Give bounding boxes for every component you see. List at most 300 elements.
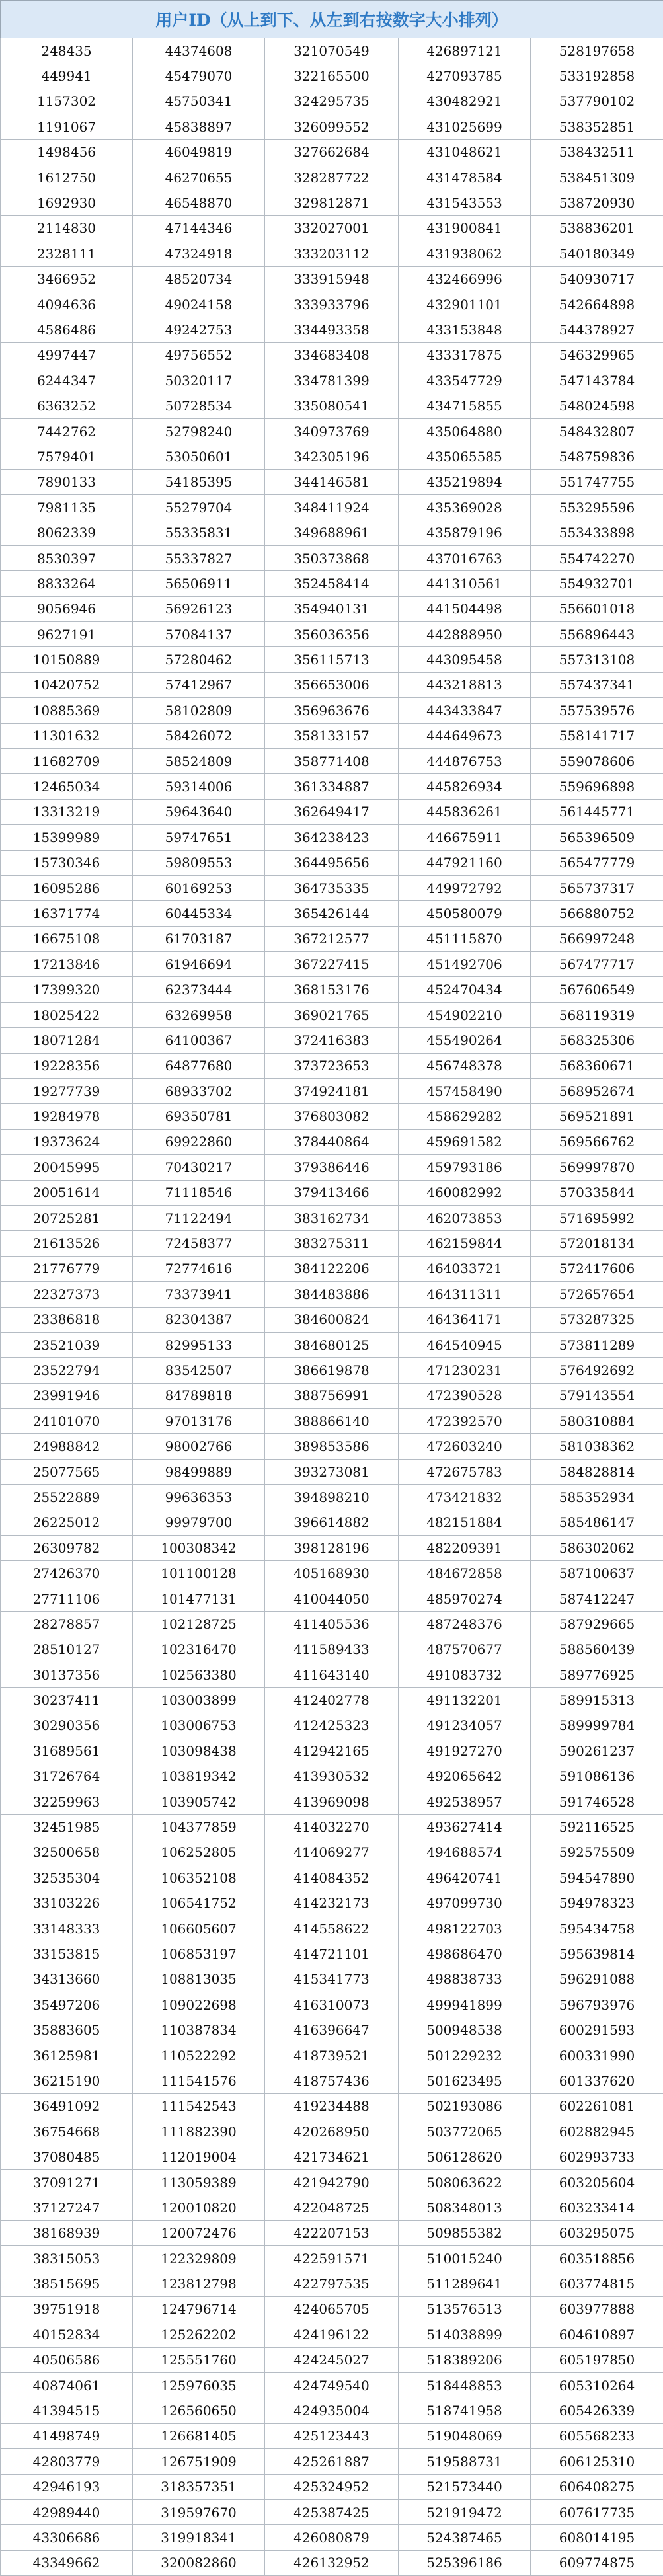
user-id-cell: 589915313 [531, 1688, 663, 1713]
table-row [1, 393, 663, 418]
user-id-cell: 103098438 [133, 1738, 265, 1764]
user-id-cell: 498122703 [399, 1916, 531, 1941]
user-id-cell: 396614882 [265, 1510, 399, 1535]
user-id-cell: 54185395 [133, 469, 265, 494]
user-id-cell: 372416383 [265, 1028, 399, 1053]
user-id-cell: 106853197 [133, 1941, 265, 1967]
user-id-cell: 103006753 [133, 1713, 265, 1738]
table-row [1, 723, 663, 748]
table-row [1, 2347, 663, 2372]
user-id-cell: 412402778 [265, 1688, 399, 1713]
user-id-cell: 100308342 [133, 1536, 265, 1561]
user-id-cell: 50728534 [133, 393, 265, 418]
user-id-cell: 84789818 [133, 1383, 265, 1408]
user-id-cell: 518389206 [399, 2347, 531, 2372]
user-id-cell: 17213846 [1, 952, 133, 977]
user-id-cell: 120010820 [133, 2195, 265, 2220]
user-id-cell: 69350781 [133, 1104, 265, 1129]
user-id-cell: 319918341 [133, 2525, 265, 2550]
user-id-cell: 9056946 [1, 596, 133, 621]
user-id-cell: 394898210 [265, 1485, 399, 1510]
user-id-cell: 23521039 [1, 1332, 133, 1357]
user-id-cell: 43349662 [1, 2550, 133, 2575]
user-id-cell: 464311311 [399, 1282, 531, 1307]
user-id-cell: 106252805 [133, 1840, 265, 1865]
user-id-cell: 7981135 [1, 495, 133, 520]
user-id-cell: 24988842 [1, 1434, 133, 1459]
user-id-cell: 364735335 [265, 875, 399, 900]
user-id-cell: 64877680 [133, 1053, 265, 1078]
user-id-cell: 36491092 [1, 2093, 133, 2119]
user-id-cell: 521573440 [399, 2474, 531, 2499]
user-id-cell: 450580079 [399, 901, 531, 926]
user-id-cell: 482209391 [399, 1536, 531, 1561]
user-id-cell: 49242753 [133, 317, 265, 342]
user-id-cell: 559078606 [531, 748, 663, 773]
user-id-cell: 493627414 [399, 1815, 531, 1840]
user-id-cell: 594978323 [531, 1891, 663, 1916]
table-row [1, 2271, 663, 2296]
user-id-cell: 608014195 [531, 2525, 663, 2550]
user-id-cell: 61703187 [133, 926, 265, 951]
user-id-cell: 40874061 [1, 2372, 133, 2398]
user-id-cell: 414069277 [265, 1840, 399, 1865]
table-row [1, 1256, 663, 1281]
user-id-cell: 70430217 [133, 1155, 265, 1180]
table-row [1, 215, 663, 241]
user-id-cell: 19228356 [1, 1053, 133, 1078]
table-row [1, 1865, 663, 1891]
user-id-cell: 609774875 [531, 2550, 663, 2575]
user-id-cell: 604610897 [531, 2322, 663, 2347]
user-id-cell: 421942790 [265, 2169, 399, 2195]
user-id-cell: 358133157 [265, 723, 399, 748]
user-id-cell: 602261081 [531, 2093, 663, 2119]
user-id-cell: 544378927 [531, 317, 663, 342]
user-id-cell: 4586486 [1, 317, 133, 342]
user-id-cell: 435879196 [399, 520, 531, 545]
user-id-cell: 106352108 [133, 1865, 265, 1891]
user-id-cell: 414084352 [265, 1865, 399, 1891]
user-id-cell: 414032270 [265, 1815, 399, 1840]
user-id-cell: 32535304 [1, 1865, 133, 1891]
user-id-cell: 383275311 [265, 1231, 399, 1256]
table-row [1, 698, 663, 723]
user-id-cell: 416310073 [265, 1992, 399, 2017]
user-id-cell: 46049819 [133, 139, 265, 165]
user-id-cell: 565396509 [531, 825, 663, 850]
table-row [1, 495, 663, 520]
user-id-cell: 28510127 [1, 1637, 133, 1662]
table-row [1, 241, 663, 266]
table-row [1, 139, 663, 165]
user-id-cell: 487570677 [399, 1637, 531, 1662]
user-id-cell: 45479070 [133, 63, 265, 89]
user-id-cell: 2328111 [1, 241, 133, 266]
user-id-cell: 24101070 [1, 1409, 133, 1434]
user-id-cell: 605426339 [531, 2398, 663, 2423]
user-id-cell: 511289641 [399, 2271, 531, 2296]
table-row [1, 926, 663, 951]
table-row [1, 596, 663, 621]
user-id-cell: 358771408 [265, 748, 399, 773]
user-id-cell: 414232173 [265, 1891, 399, 1916]
user-id-cell: 321070549 [265, 38, 399, 63]
user-id-cell: 36754668 [1, 2119, 133, 2144]
user-id-cell: 602882945 [531, 2119, 663, 2144]
user-id-cell: 356653006 [265, 672, 399, 697]
user-id-cell: 59643640 [133, 799, 265, 824]
user-id-cell: 123812798 [133, 2271, 265, 2296]
user-id-cell: 327662684 [265, 139, 399, 165]
user-id-cell: 334781399 [265, 368, 399, 393]
user-id-cell: 38515695 [1, 2271, 133, 2296]
user-id-cell: 364238423 [265, 825, 399, 850]
table-row [1, 2322, 663, 2347]
user-id-cell: 561445771 [531, 799, 663, 824]
user-id-cell: 513576513 [399, 2296, 531, 2322]
user-id-cell: 433547729 [399, 368, 531, 393]
user-id-cell: 83542507 [133, 1358, 265, 1383]
user-id-cell: 501623495 [399, 2068, 531, 2093]
user-id-cell: 424196122 [265, 2322, 399, 2347]
user-id-cell: 524387465 [399, 2525, 531, 2550]
user-id-cell: 7442762 [1, 418, 133, 444]
user-id-cell: 59809553 [133, 850, 265, 875]
user-id-cell: 559696898 [531, 774, 663, 799]
user-id-cell: 46270655 [133, 165, 265, 190]
table-row [1, 850, 663, 875]
table-row [1, 1053, 663, 1078]
user-id-cell: 49024158 [133, 292, 265, 317]
user-id-cell: 19284978 [1, 1104, 133, 1129]
user-id-cell: 471230231 [399, 1358, 531, 1383]
user-id-cell: 82304387 [133, 1307, 265, 1332]
user-id-cell: 603295075 [531, 2220, 663, 2245]
user-id-cell: 40506586 [1, 2347, 133, 2372]
user-id-cell: 557539576 [531, 698, 663, 723]
user-id-cell: 101477131 [133, 1586, 265, 1611]
user-id-cell: 33153815 [1, 1941, 133, 1967]
user-id-cell: 588560439 [531, 1637, 663, 1662]
table-row [1, 1332, 663, 1357]
user-id-cell: 498838733 [399, 1967, 531, 1992]
user-id-cell: 13313219 [1, 799, 133, 824]
user-id-cell: 412425323 [265, 1713, 399, 1738]
user-id-cell: 444876753 [399, 748, 531, 773]
user-id-cell: 590261237 [531, 1738, 663, 1764]
user-id-cell: 47144346 [133, 215, 265, 241]
user-id-cell: 421734621 [265, 2144, 399, 2169]
user-id-cell: 42946193 [1, 2474, 133, 2499]
user-id-cell: 376803082 [265, 1104, 399, 1129]
user-id-cell: 425123443 [265, 2423, 399, 2448]
user-id-cell: 605568233 [531, 2423, 663, 2448]
user-id-cell: 418739521 [265, 2043, 399, 2068]
user-id-cell: 426897121 [399, 38, 531, 63]
user-id-cell: 525396186 [399, 2550, 531, 2575]
table-row [1, 1764, 663, 1789]
user-id-cell: 378440864 [265, 1129, 399, 1154]
table-row [1, 1383, 663, 1408]
user-id-cell: 1157302 [1, 89, 133, 114]
user-id-cell: 55279704 [133, 495, 265, 520]
user-id-cell: 30237411 [1, 1688, 133, 1713]
user-id-cell: 533192858 [531, 63, 663, 89]
user-id-cell: 16675108 [1, 926, 133, 951]
user-id-cell: 30290356 [1, 1713, 133, 1738]
table-row [1, 2474, 663, 2499]
user-id-cell: 568119319 [531, 1002, 663, 1027]
user-id-cell: 37091271 [1, 2169, 133, 2195]
table-row [1, 2195, 663, 2220]
user-id-cell: 557313108 [531, 647, 663, 672]
user-id-cell: 102128725 [133, 1612, 265, 1637]
user-id-cell: 23522794 [1, 1358, 133, 1383]
user-id-cell: 596291088 [531, 1967, 663, 1992]
user-id-cell: 419234488 [265, 2093, 399, 2119]
user-id-cell: 553295596 [531, 495, 663, 520]
user-id-cell: 538836201 [531, 215, 663, 241]
table-row [1, 292, 663, 317]
user-id-cell: 510015240 [399, 2245, 531, 2271]
user-id-cell: 424749540 [265, 2372, 399, 2398]
user-id-cell: 585352934 [531, 1485, 663, 1510]
user-id-cell: 72774616 [133, 1256, 265, 1281]
user-id-cell: 451492706 [399, 952, 531, 977]
user-id-cell: 34313660 [1, 1967, 133, 1992]
user-id-cell: 537790102 [531, 89, 663, 114]
user-id-cell: 55335831 [133, 520, 265, 545]
user-id-cell: 16371774 [1, 901, 133, 926]
user-id-cell: 420268950 [265, 2119, 399, 2144]
user-id-cell: 472675783 [399, 1459, 531, 1484]
user-id-cell: 73373941 [133, 1282, 265, 1307]
table-row [1, 799, 663, 824]
table-row [1, 2449, 663, 2474]
user-id-cell: 548759836 [531, 444, 663, 469]
table-row [1, 774, 663, 799]
table-row [1, 444, 663, 469]
user-id-cell: 426080879 [265, 2525, 399, 2550]
user-id-cell: 35883605 [1, 2017, 133, 2043]
table-row [1, 2144, 663, 2169]
table-row [1, 1358, 663, 1383]
user-id-cell: 586302062 [531, 1536, 663, 1561]
user-id-cell: 430482921 [399, 89, 531, 114]
user-id-cell: 554932701 [531, 571, 663, 596]
user-id-cell: 491927270 [399, 1738, 531, 1764]
user-id-cell: 19277739 [1, 1079, 133, 1104]
user-id-cell: 7890133 [1, 469, 133, 494]
user-id-cell: 443095458 [399, 647, 531, 672]
user-id-cell: 373723653 [265, 1053, 399, 1078]
user-id-cell: 501229232 [399, 2043, 531, 2068]
user-id-cell: 23386818 [1, 1307, 133, 1332]
user-id-cell: 64100367 [133, 1028, 265, 1053]
user-id-cell: 455490264 [399, 1028, 531, 1053]
user-id-cell: 16095286 [1, 875, 133, 900]
user-id-cell: 367212577 [265, 926, 399, 951]
user-id-cell: 19373624 [1, 1129, 133, 1154]
user-id-cell: 449972792 [399, 875, 531, 900]
user-id-cell: 567477717 [531, 952, 663, 977]
user-id-cell: 405168930 [265, 1561, 399, 1586]
user-id-cell: 451115870 [399, 926, 531, 951]
user-id-cell: 333203112 [265, 241, 399, 266]
user-id-cell: 519048069 [399, 2423, 531, 2448]
user-id-cell: 422207153 [265, 2220, 399, 2245]
user-id-cell: 46548870 [133, 190, 265, 215]
table-row [1, 2296, 663, 2322]
table-row [1, 1002, 663, 1027]
user-id-cell: 18071284 [1, 1028, 133, 1053]
user-id-cell: 18025422 [1, 1002, 133, 1027]
table-row [1, 1536, 663, 1561]
user-id-cell: 8062339 [1, 520, 133, 545]
user-id-cell: 519588731 [399, 2449, 531, 2474]
user-id-cell: 538432511 [531, 139, 663, 165]
table-row [1, 2525, 663, 2550]
user-id-cell: 540930717 [531, 266, 663, 292]
user-id-cell: 445826934 [399, 774, 531, 799]
user-id-cell: 43306686 [1, 2525, 133, 2550]
user-id-cell: 566997248 [531, 926, 663, 951]
user-id-cell: 437016763 [399, 545, 531, 570]
table-row [1, 672, 663, 697]
user-id-cell: 603518856 [531, 2245, 663, 2271]
user-id-cell: 464364171 [399, 1307, 531, 1332]
user-id-cell: 384483886 [265, 1282, 399, 1307]
user-id-cell: 63269958 [133, 1002, 265, 1027]
user-id-cell: 33103226 [1, 1891, 133, 1916]
table-row [1, 1510, 663, 1535]
user-id-cell: 603205604 [531, 2169, 663, 2195]
user-id-cell: 508348013 [399, 2195, 531, 2220]
user-id-cell: 485970274 [399, 1586, 531, 1611]
user-id-cell: 350373868 [265, 545, 399, 570]
user-id-cell: 585486147 [531, 1510, 663, 1535]
user-id-cell: 425261887 [265, 2449, 399, 2474]
user-id-cell: 462159844 [399, 1231, 531, 1256]
user-id-cell: 386619878 [265, 1358, 399, 1383]
user-id-cell: 605310264 [531, 2372, 663, 2398]
table-row [1, 2068, 663, 2093]
user-id-cell: 500948538 [399, 2017, 531, 2043]
table-body [1, 38, 663, 2576]
user-id-cell: 7579401 [1, 444, 133, 469]
user-id-cell: 98499889 [133, 1459, 265, 1484]
table-row [1, 1459, 663, 1484]
user-id-cell: 97013176 [133, 1409, 265, 1434]
user-id-cell: 414558622 [265, 1916, 399, 1941]
user-id-cell: 422048725 [265, 2195, 399, 2220]
table-row [1, 2119, 663, 2144]
user-id-cell: 457458490 [399, 1079, 531, 1104]
user-id-cell: 379413466 [265, 1180, 399, 1205]
user-id-cell: 103905742 [133, 1789, 265, 1814]
table-row [1, 1967, 663, 1992]
user-id-cell: 595639814 [531, 1941, 663, 1967]
table-row [1, 2372, 663, 2398]
user-id-cell: 319597670 [133, 2499, 265, 2524]
user-id-cell: 17399320 [1, 977, 133, 1002]
user-id-cell: 487248376 [399, 1612, 531, 1637]
user-id-cell: 113059389 [133, 2169, 265, 2195]
user-id-cell: 570335844 [531, 1180, 663, 1205]
user-id-cell: 548432807 [531, 418, 663, 444]
user-id-cell: 514038899 [399, 2322, 531, 2347]
user-id-cell: 104377859 [133, 1815, 265, 1840]
user-id-cell: 362649417 [265, 799, 399, 824]
user-id-cell: 502193086 [399, 2093, 531, 2119]
user-id-cell: 344146581 [265, 469, 399, 494]
user-id-cell: 571695992 [531, 1205, 663, 1230]
user-id-cell: 424245027 [265, 2347, 399, 2372]
user-id-cell: 464540945 [399, 1332, 531, 1357]
table-row [1, 1180, 663, 1205]
user-id-cell: 506128620 [399, 2144, 531, 2169]
user-id-cell: 596793976 [531, 1992, 663, 2017]
user-id-cell: 484672858 [399, 1561, 531, 1586]
user-id-cell: 425324952 [265, 2474, 399, 2499]
user-id-cell: 15399989 [1, 825, 133, 850]
table-row [1, 1434, 663, 1459]
user-id-cell: 25522889 [1, 1485, 133, 1510]
user-id-cell: 58426072 [133, 723, 265, 748]
user-id-cell: 591746528 [531, 1789, 663, 1814]
table-row [1, 1104, 663, 1129]
user-id-cell: 124796714 [133, 2296, 265, 2322]
user-id-cell: 472603240 [399, 1434, 531, 1459]
table-row [1, 2043, 663, 2068]
user-id-cell: 454902210 [399, 1002, 531, 1027]
table-row [1, 1612, 663, 1637]
user-id-cell: 388866140 [265, 1409, 399, 1434]
user-id-cell: 99979700 [133, 1510, 265, 1535]
user-id-cell: 482151884 [399, 1510, 531, 1535]
user-id-cell: 384122206 [265, 1256, 399, 1281]
user-id-cell: 384680125 [265, 1332, 399, 1357]
user-id-cell: 320082860 [133, 2550, 265, 2575]
table-row [1, 2550, 663, 2575]
user-id-cell: 606125310 [531, 2449, 663, 2474]
table-row [1, 368, 663, 393]
user-id-cell: 528197658 [531, 38, 663, 63]
user-id-cell: 60445334 [133, 901, 265, 926]
table-row [1, 1231, 663, 1256]
table-row [1, 2423, 663, 2448]
table-row [1, 1815, 663, 1840]
user-id-cell: 361334887 [265, 774, 399, 799]
table-row [1, 1307, 663, 1332]
user-id-cell: 589776925 [531, 1662, 663, 1688]
table-row [1, 469, 663, 494]
user-id-cell: 424935004 [265, 2398, 399, 2423]
user-id-cell: 573811289 [531, 1332, 663, 1357]
table-row [1, 1891, 663, 1916]
table-row [1, 2398, 663, 2423]
user-id-cell: 459793186 [399, 1155, 531, 1180]
user-id-cell: 565737317 [531, 875, 663, 900]
user-id-cell: 538720930 [531, 190, 663, 215]
user-id-cell: 431900841 [399, 215, 531, 241]
user-id-cell: 126751909 [133, 2449, 265, 2474]
user-id-cell: 110522292 [133, 2043, 265, 2068]
user-id-cell: 491234057 [399, 1713, 531, 1738]
user-id-cell: 569521891 [531, 1104, 663, 1129]
user-id-cell: 600291593 [531, 2017, 663, 2043]
